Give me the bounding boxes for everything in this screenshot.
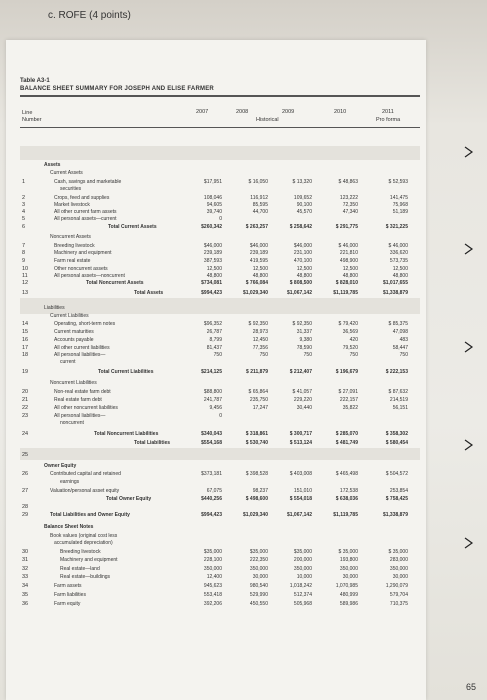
- row-label: Farm liabilities: [54, 592, 86, 598]
- table-cell: $ 222,153: [385, 369, 408, 375]
- table-cell: 12,500: [392, 266, 408, 272]
- line-number: 6: [22, 224, 26, 230]
- table-cell: 483: [399, 337, 408, 343]
- row-label: Total Assets: [134, 290, 164, 296]
- row-label: Current Assets: [50, 170, 83, 176]
- table-cell: $ 211,879: [246, 369, 268, 375]
- col-header-2010: 2010: [334, 109, 347, 115]
- row-label: Noncurrent Liabilities: [50, 380, 97, 386]
- col-header-2008: 2008: [236, 109, 249, 115]
- table-cell: 1,018,242: [289, 583, 312, 589]
- row-label: All other current farm assets: [54, 209, 117, 215]
- row-label: Cash, savings and marketable: [54, 179, 122, 185]
- table-cell: 750: [303, 352, 312, 358]
- table-cell: 253,854: [389, 488, 408, 494]
- table-cell: 231,100: [293, 250, 312, 256]
- table-cell: 222,350: [249, 557, 268, 563]
- table-cell: $ 300,717: [289, 431, 312, 437]
- table-cell: 109,652: [293, 195, 312, 201]
- table-cell: $734,081: [201, 280, 222, 286]
- table-cell: 67,075: [206, 488, 222, 494]
- line-number: 36: [22, 601, 29, 607]
- table-cell: 30,000: [252, 574, 268, 580]
- table-cell: $554,168: [201, 440, 222, 446]
- table-cell: 283,000: [389, 557, 408, 563]
- table-cell: 392,206: [203, 601, 222, 607]
- row-label: Farm real estate: [54, 258, 91, 264]
- shaded-band: [20, 298, 420, 314]
- table-cell: $1,067,142: [286, 290, 312, 296]
- shaded-band: [20, 146, 420, 160]
- table-cell: 0: [219, 413, 222, 419]
- row-label: Breeding livestock: [54, 243, 95, 249]
- table-cell: $ 65,864: [248, 389, 268, 395]
- row-label: Liabilities: [44, 305, 65, 311]
- table-cell: 200,000: [293, 557, 312, 563]
- table-cell: 30,000: [392, 574, 408, 580]
- table-cell: $ 481,749: [335, 440, 358, 446]
- header-bottom-rule: [20, 127, 420, 128]
- line-number: 7: [22, 243, 26, 249]
- table-cell: 8,799: [209, 337, 222, 343]
- table-cell: $214,125: [201, 369, 222, 375]
- table-cell: $ 258,642: [289, 224, 312, 230]
- table-cell: 235,750: [249, 397, 268, 403]
- row-label: Total Noncurrent Liabilities: [94, 431, 159, 437]
- table-cell: $ 321,225: [385, 224, 408, 230]
- line-number: 21: [22, 397, 29, 403]
- table-cell: 980,540: [249, 583, 268, 589]
- table-cell: 214,519: [389, 397, 408, 403]
- row-label: All personal assets—noncurrent: [54, 273, 125, 279]
- table-cell: 589,986: [339, 601, 358, 607]
- table-cell: 108,046: [203, 195, 222, 201]
- table-cell: 9,380: [299, 337, 312, 343]
- row-label: Crops, feed and supplies: [54, 195, 110, 201]
- row-label: All other noncurrent liabilities: [54, 405, 118, 411]
- table-cell: $ 46,000: [388, 243, 408, 249]
- line-number: 17: [22, 345, 29, 351]
- row-label: Farm assets: [54, 583, 82, 589]
- table-cell: 78,590: [296, 345, 312, 351]
- table-cell: 12,450: [252, 337, 268, 343]
- table-cell: 350,000: [249, 566, 268, 572]
- line-number: 13: [22, 290, 29, 296]
- line-number: 33: [22, 574, 29, 580]
- table-cell: 28,973: [252, 329, 268, 335]
- table-cell: 44,700: [252, 209, 268, 215]
- line-number: 19: [22, 369, 29, 375]
- table-cell: 350,000: [339, 566, 358, 572]
- row-label: All personal liabilities—: [54, 352, 106, 358]
- table-cell: $340,043: [201, 431, 222, 437]
- table-cell: 12,500: [252, 266, 268, 272]
- table-cell: 750: [399, 352, 408, 358]
- line-number: 18: [22, 352, 29, 358]
- table-cell: 17,247: [252, 405, 268, 411]
- row-label: Total Current Liabilities: [98, 369, 154, 375]
- table-cell: $35,000: [203, 549, 222, 555]
- table-cell: 387,593: [203, 258, 222, 264]
- line-number: 34: [22, 583, 29, 589]
- table-cell: 31,337: [296, 329, 312, 335]
- table-cell: 79,520: [342, 345, 358, 351]
- line-number: 28: [22, 504, 29, 510]
- table-cell: 221,810: [339, 250, 358, 256]
- table-cell: 350,000: [293, 566, 312, 572]
- line-number: 23: [22, 413, 29, 419]
- table-cell: $ 87,632: [388, 389, 408, 395]
- line-number: 35: [22, 592, 29, 598]
- shaded-band: [20, 448, 420, 460]
- table-cell: $ 554,018: [289, 496, 312, 502]
- table-cell: $ 52,593: [388, 179, 408, 185]
- row-label: Valuation/personal asset equity: [50, 488, 120, 494]
- table-cell: 85,595: [252, 202, 268, 208]
- table-cell: $ 808,500: [289, 280, 312, 286]
- row-label: Total Current Assets: [108, 224, 157, 230]
- row-label: earnings: [60, 479, 80, 485]
- table-cell: 1,290,079: [385, 583, 408, 589]
- table-cell: $88,800: [203, 389, 222, 395]
- line-number: 8: [22, 250, 26, 256]
- row-label: Farm equity: [54, 601, 81, 607]
- row-label: Market livestock: [54, 202, 90, 208]
- row-label: current: [60, 359, 76, 365]
- row-label: Owner Equity: [44, 463, 77, 469]
- table-cell: $96,352: [203, 321, 222, 327]
- line-number: 3: [22, 202, 26, 208]
- table-cell: $994,423: [201, 512, 222, 518]
- table-cell: 470,100: [293, 258, 312, 264]
- table-cell: 48,800: [296, 273, 312, 279]
- chevron-icon[interactable]: [462, 536, 476, 550]
- row-label: Machinery and equipment: [60, 557, 118, 563]
- line-number: 30: [22, 549, 29, 555]
- table-cell: $ 13,320: [292, 179, 312, 185]
- table-cell: 35,822: [342, 405, 358, 411]
- row-label: Real estate farm debt: [54, 397, 102, 403]
- table-cell: 12,500: [296, 266, 312, 272]
- table-cell: $ 291,775: [335, 224, 358, 230]
- table-cell: $ 498,600: [245, 496, 268, 502]
- row-label: Accounts payable: [54, 337, 94, 343]
- table-cell: 480,999: [339, 592, 358, 598]
- table-cell: 90,100: [296, 202, 312, 208]
- table-cell: 241,787: [203, 397, 222, 403]
- table-cell: $1,029,340: [242, 290, 268, 296]
- table-cell: $ 766,084: [245, 280, 268, 286]
- row-label: noncurrent: [60, 420, 84, 426]
- table-cell: 26,787: [206, 329, 222, 335]
- table-cell: $ 580,454: [385, 440, 408, 446]
- table-cell: $35,000: [249, 549, 268, 555]
- table-cell: 229,220: [293, 397, 312, 403]
- row-label: Real estate—buildings: [60, 574, 111, 580]
- table-cell: 36,569: [342, 329, 358, 335]
- table-cell: 239,189: [203, 250, 222, 256]
- table-cell: $ 398,528: [245, 471, 268, 477]
- table-cell: 239,189: [249, 250, 268, 256]
- table-cell: $ 403,008: [289, 471, 312, 477]
- table-cell: $ 530,740: [245, 440, 268, 446]
- line-number: 16: [22, 337, 29, 343]
- table-cell: 47,098: [392, 329, 408, 335]
- table-cell: 529,990: [249, 592, 268, 598]
- table-cell: $17,951: [203, 179, 222, 185]
- table-cell: $ 285,070: [335, 431, 358, 437]
- table-cell: 193,800: [339, 557, 358, 563]
- table-cell: 45,570: [296, 209, 312, 215]
- row-label: Noncurrent Assets: [50, 234, 91, 240]
- line-number: 2: [22, 195, 26, 201]
- table-cell: 58,447: [392, 345, 408, 351]
- row-label: Contributed capital and retained: [50, 471, 121, 477]
- table-cell: 945,623: [203, 583, 222, 589]
- row-label: Real estate—land: [60, 566, 100, 572]
- table-cell: 336,620: [389, 250, 408, 256]
- table-cell: 30,000: [342, 574, 358, 580]
- table-cell: 48,800: [392, 273, 408, 279]
- row-label: Other noncurrent assets: [54, 266, 108, 272]
- chevron-icon[interactable]: [462, 145, 476, 159]
- table-cell: $260,342: [201, 224, 222, 230]
- row-label: Current Liabilities: [50, 313, 89, 319]
- row-label: Assets: [44, 162, 61, 168]
- line-number: 1: [22, 179, 26, 185]
- table-cell: $ 79,420: [338, 321, 358, 327]
- table-cell: $ 504,572: [385, 471, 408, 477]
- table-cell: 419,595: [249, 258, 268, 264]
- table-cell: 710,375: [389, 601, 408, 607]
- col-header-pro-forma: Pro forma: [376, 117, 401, 123]
- col-header-line: Line: [22, 110, 33, 116]
- table-cell: 94,605: [206, 202, 222, 208]
- row-label: Total Liabilities: [134, 440, 171, 446]
- table-cell: 228,100: [203, 557, 222, 563]
- table-cell: $46,000: [293, 243, 312, 249]
- line-number: 14: [22, 321, 29, 327]
- row-label: Breeding livestock: [60, 549, 101, 555]
- chevron-icon[interactable]: [462, 438, 476, 452]
- table-cell: 12,400: [206, 574, 222, 580]
- col-header-2007: 2007: [196, 109, 209, 115]
- table-cell: 48,800: [342, 273, 358, 279]
- col-header-2011: 2011: [382, 109, 394, 115]
- line-number: 32: [22, 566, 29, 572]
- table-cell: 12,500: [342, 266, 358, 272]
- table-cell: 123,222: [339, 195, 358, 201]
- table-cell: $ 48,863: [338, 179, 358, 185]
- table-cell: 141,475: [389, 195, 408, 201]
- line-number: 4: [22, 209, 26, 215]
- table-cell: 30,440: [296, 405, 312, 411]
- table-cell: $1,338,879: [382, 512, 408, 518]
- table-cell: 420: [349, 337, 358, 343]
- table-top-rule: [20, 95, 420, 97]
- table-cell: 51,189: [392, 209, 408, 215]
- table-cell: 12,500: [206, 266, 222, 272]
- table-cell: $ 758,425: [385, 496, 408, 502]
- line-number: 11: [22, 273, 28, 279]
- table-cell: 573,735: [389, 258, 408, 264]
- table-cell: $1,029,340: [242, 512, 268, 518]
- line-number: 26: [22, 471, 29, 477]
- chevron-icon[interactable]: [462, 242, 476, 256]
- table-cell: 77,356: [252, 345, 268, 351]
- row-label: All personal liabilities—: [54, 413, 106, 419]
- table-cell: $ 212,407: [289, 369, 312, 375]
- row-label: Book values (original cost less: [50, 533, 118, 539]
- table-cell: 116,912: [250, 195, 268, 201]
- table-cell: 9,456: [209, 405, 222, 411]
- table-cell: $1,017,655: [382, 280, 408, 286]
- table-cell: 56,151: [392, 405, 408, 411]
- table-cell: $440,256: [201, 496, 222, 502]
- table-cell: $ 41,057: [292, 389, 312, 395]
- table-cell: 81,437: [206, 345, 222, 351]
- table-cell: 75,968: [392, 202, 408, 208]
- row-label: accumulated depreciation): [54, 540, 113, 546]
- page-number: 65: [466, 682, 477, 692]
- table-cell: $35,000: [293, 549, 312, 555]
- table-cell: $ 358,302: [385, 431, 408, 437]
- row-label: Total Owner Equity: [106, 496, 152, 502]
- line-number: 24: [22, 431, 29, 437]
- row-label: All other current liabilities: [54, 345, 110, 351]
- line-number: 29: [22, 512, 29, 518]
- table-cell: 48,800: [206, 273, 222, 279]
- row-label: Total Noncurrent Assets: [86, 280, 144, 286]
- table-cell: 350,000: [203, 566, 222, 572]
- table-cell: $ 46,000: [338, 243, 358, 249]
- col-header-historical: Historical: [256, 117, 279, 123]
- line-number: 27: [22, 488, 29, 494]
- table-cell: $ 16,050: [248, 179, 268, 185]
- table-cell: $ 263,257: [245, 224, 268, 230]
- table-cell: 10,000: [296, 574, 312, 580]
- table-cell: 151,010: [293, 488, 312, 494]
- table-cell: 750: [259, 352, 268, 358]
- row-label: Total Liabilities and Owner Equity: [50, 512, 130, 518]
- table-cell: 579,704: [389, 592, 408, 598]
- table-cell: $ 828,010: [335, 280, 358, 286]
- table-cell: $ 92,350: [292, 321, 312, 327]
- table-cell: 750: [349, 352, 358, 358]
- table-cell: $994,423: [201, 290, 222, 296]
- table-cell: $ 35,000: [338, 549, 358, 555]
- table-cell: 48,800: [252, 273, 268, 279]
- line-number: 10: [22, 266, 29, 272]
- table-cell: $ 513,124: [289, 440, 312, 446]
- row-label: All personal assets—current: [54, 216, 117, 222]
- line-number: 12: [22, 280, 29, 286]
- table-cell: 1,070,985: [335, 583, 358, 589]
- table-cell: $1,338,879: [382, 290, 408, 296]
- table-cell: 98,237: [252, 488, 268, 494]
- table-cell: 750: [213, 352, 222, 358]
- table-cell: $ 318,861: [245, 431, 268, 437]
- table-cell: $46,000: [203, 243, 222, 249]
- row-label: Balance Sheet Notes: [44, 524, 94, 530]
- row-label: securities: [60, 186, 82, 192]
- table-cell: 505,968: [293, 601, 312, 607]
- row-label: Current maturities: [54, 329, 94, 335]
- table-cell: 0: [219, 216, 222, 222]
- table-title: BALANCE SHEET SUMMARY FOR JOSEPH AND ELISE FARMER: [20, 86, 214, 92]
- row-label: Non-real estate farm debt: [54, 389, 111, 395]
- table-cell: $ 196,679: [335, 369, 358, 375]
- table-cell: 498,900: [339, 258, 358, 264]
- table-cell: 553,418: [203, 592, 222, 598]
- table-cell: 72,350: [342, 202, 358, 208]
- table-cell: 450,550: [249, 601, 268, 607]
- line-number: 5: [22, 216, 26, 222]
- line-number: 22: [22, 405, 29, 411]
- chevron-icon[interactable]: [462, 340, 476, 354]
- col-header-number: Number: [22, 117, 42, 123]
- col-header-2009: 2009: [282, 109, 295, 115]
- table-cell: $ 85,375: [388, 321, 408, 327]
- table-cell: $ 465,498: [335, 471, 358, 477]
- row-label: Operating, short-term notes: [54, 321, 116, 327]
- table-cell: $ 35,000: [388, 549, 408, 555]
- question-title: c. ROFE (4 points): [48, 10, 131, 21]
- table-cell: $ 638,036: [335, 496, 358, 502]
- table-cell: 222,157: [339, 397, 358, 403]
- table-cell: 350,000: [389, 566, 408, 572]
- table-cell: $373,181: [201, 471, 222, 477]
- table-cell: $1,067,142: [286, 512, 312, 518]
- table-label: Table A3-1: [20, 78, 50, 84]
- table-cell: 47,340: [342, 209, 358, 215]
- line-number: 9: [22, 258, 26, 264]
- table-cell: $ 27,091: [338, 389, 358, 395]
- line-number: 25: [22, 452, 29, 458]
- table-cell: 39,740: [206, 209, 222, 215]
- line-number: 15: [22, 329, 29, 335]
- table-cell: $ 92,350: [248, 321, 268, 327]
- table-cell: $46,000: [249, 243, 268, 249]
- row-label: Machinery and equipment: [54, 250, 112, 256]
- table-cell: $1,119,785: [333, 290, 358, 296]
- table-cell: $1,119,785: [333, 512, 358, 518]
- line-number: 20: [22, 389, 29, 395]
- table-cell: 172,538: [339, 488, 358, 494]
- table-cell: 512,374: [293, 592, 312, 598]
- line-number: 31: [22, 557, 29, 563]
